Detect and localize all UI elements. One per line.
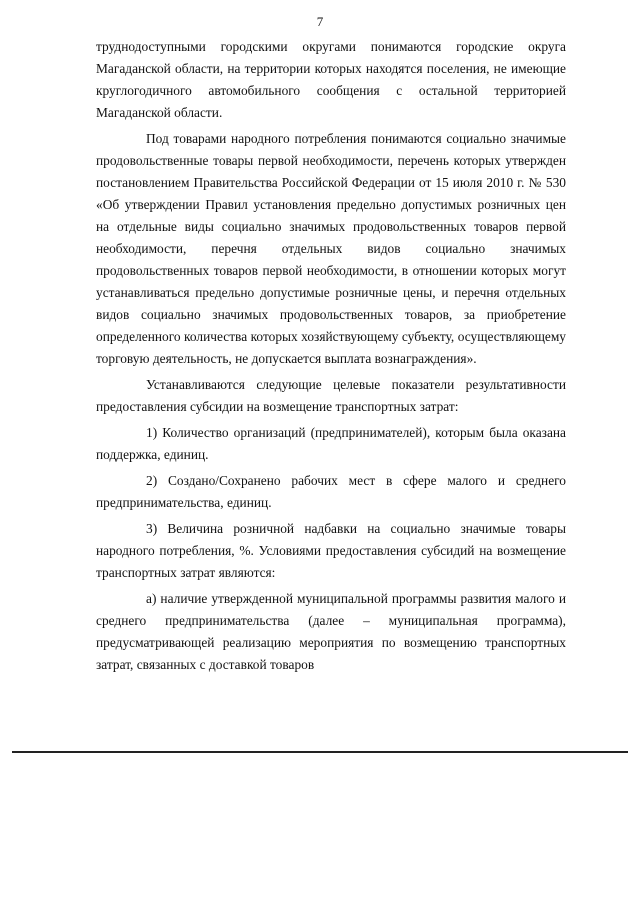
paragraph-consumer-goods-definition: Под товарами народного потребления понимаются социально значимые продовольственные товары первой необходимости, перечень которых утвержден постановлением Правительства Российской Федерации от 15 июля 2010 г. № 530 «Об утверждении Правил установления предельно допустимых розничных цен на отдельные виды социально значимых продовольственных товаров первой необходимости, перечня отдельных видов социально значимых продовольственных товаров первой необходимости, в отношении которых могут устанавливаться предельно допустимые розничные цены, и перечня отдельных видов социально значимых продовольственных товаров, за приобретение определенного количества которых хозяйствующему субъекту, осуществляющему торговую деятельность, не допускается выплата вознаграждения». [96, 131, 566, 366]
list-item-indicator-2: 2) Создано/Сохранено рабочих мест в сфере малого и среднего предпринимательства, единиц. [96, 473, 566, 510]
bottom-divider [12, 751, 628, 753]
paragraph-continuation: труднодоступными городскими округами понимаются городские округа Магаданской области, на территории которых находятся поселения, не имеющие круглогодичного автомобильного сообщения с остальной территорией Магаданской области. [96, 39, 566, 120]
list-item-indicator-1: 1) Количество организаций (предпринимателей), которым была оказана поддержка, единиц. [96, 425, 566, 462]
page-number: 7 [316, 14, 324, 29]
document-text [96, 36, 566, 676]
list-item-indicator-3: 3) Величина розничной надбавки на социально значимые товары народного потребления, %. Условиями предоставления субсидий на возмещение транспортных затрат являются: [96, 521, 566, 580]
list-item-condition-a: а) наличие утвержденной муниципальной программы развития малого и среднего предпринимательства (далее – муниципальная программа), предусматривающей реализацию мероприятия по возмещению транспортных затрат, связанных с доставкой товаров [96, 591, 566, 672]
paragraph-target-indicators: Устанавливаются следующие целевые показатели результативности предоставления субсидии на возмещение транспортных затрат: [96, 377, 566, 414]
